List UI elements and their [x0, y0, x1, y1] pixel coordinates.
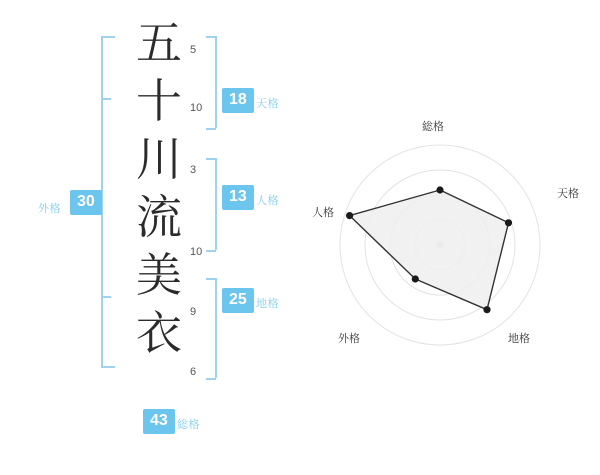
name-stroke-panel — [0, 0, 300, 470]
kaku-radar-chart — [300, 0, 600, 470]
gaikaku-label: 外格 — [38, 203, 61, 215]
radar-axis-label-soukaku: 総格 — [422, 121, 444, 133]
soukaku-value[interactable]: 43 — [143, 409, 175, 434]
kanji-char: 十 — [136, 74, 182, 128]
radar-svg — [300, 0, 600, 470]
tenkaku-label: 天格 — [256, 98, 279, 110]
kanji-char: 美 — [136, 248, 182, 302]
chikaku-value[interactable]: 25 — [222, 288, 254, 313]
tenkaku-bracket-top — [206, 36, 216, 38]
radar-point-gaikaku — [412, 275, 419, 282]
kanji-column — [128, 14, 190, 362]
jinkaku-label: 人格 — [256, 195, 279, 207]
chikaku-label: 地格 — [256, 298, 279, 310]
stroke-count: 10 — [190, 246, 203, 258]
stroke-count: 9 — [190, 306, 197, 318]
gaikaku-bracket-bottom — [101, 366, 115, 368]
gaikaku-bracket-tick — [101, 98, 111, 100]
stroke-count: 6 — [190, 366, 197, 378]
radar-point-tenkaku — [505, 219, 512, 226]
tenkaku-bracket-bottom — [206, 128, 216, 130]
radar-point-jinkaku — [346, 212, 353, 219]
radar-axis-label-gaikaku: 外格 — [338, 333, 360, 345]
jinkaku-bracket-line — [215, 158, 217, 250]
soukaku-label: 総格 — [177, 419, 200, 431]
chikaku-bracket-bottom — [206, 378, 216, 380]
gaikaku-value[interactable]: 30 — [70, 190, 102, 215]
jinkaku-bracket-top — [206, 158, 216, 160]
kanji-char: 衣 — [136, 306, 182, 360]
kanji-char: 五 — [136, 16, 182, 70]
gaikaku-bracket-tick — [101, 296, 111, 298]
jinkaku-bracket-bottom — [206, 250, 216, 252]
jinkaku-value[interactable]: 13 — [222, 185, 254, 210]
radar-point-chikaku — [483, 306, 490, 313]
chikaku-bracket-top — [206, 278, 216, 280]
kanji-char: 流 — [136, 190, 182, 244]
tenkaku-value[interactable]: 18 — [222, 88, 254, 113]
radar-polygon — [350, 190, 509, 310]
radar-axis-label-chikaku: 地格 — [508, 333, 530, 345]
stroke-count: 3 — [190, 164, 197, 176]
radar-point-soukaku — [436, 186, 443, 193]
stroke-count: 5 — [190, 44, 197, 56]
stroke-count: 10 — [190, 102, 203, 114]
gaikaku-bracket-top — [101, 36, 115, 38]
radar-axis-label-jinkaku: 人格 — [312, 207, 334, 219]
tenkaku-bracket-line — [215, 36, 217, 128]
chikaku-bracket-line — [215, 278, 217, 378]
kanji-char: 川 — [136, 132, 182, 186]
radar-axis-label-tenkaku: 天格 — [557, 188, 579, 200]
